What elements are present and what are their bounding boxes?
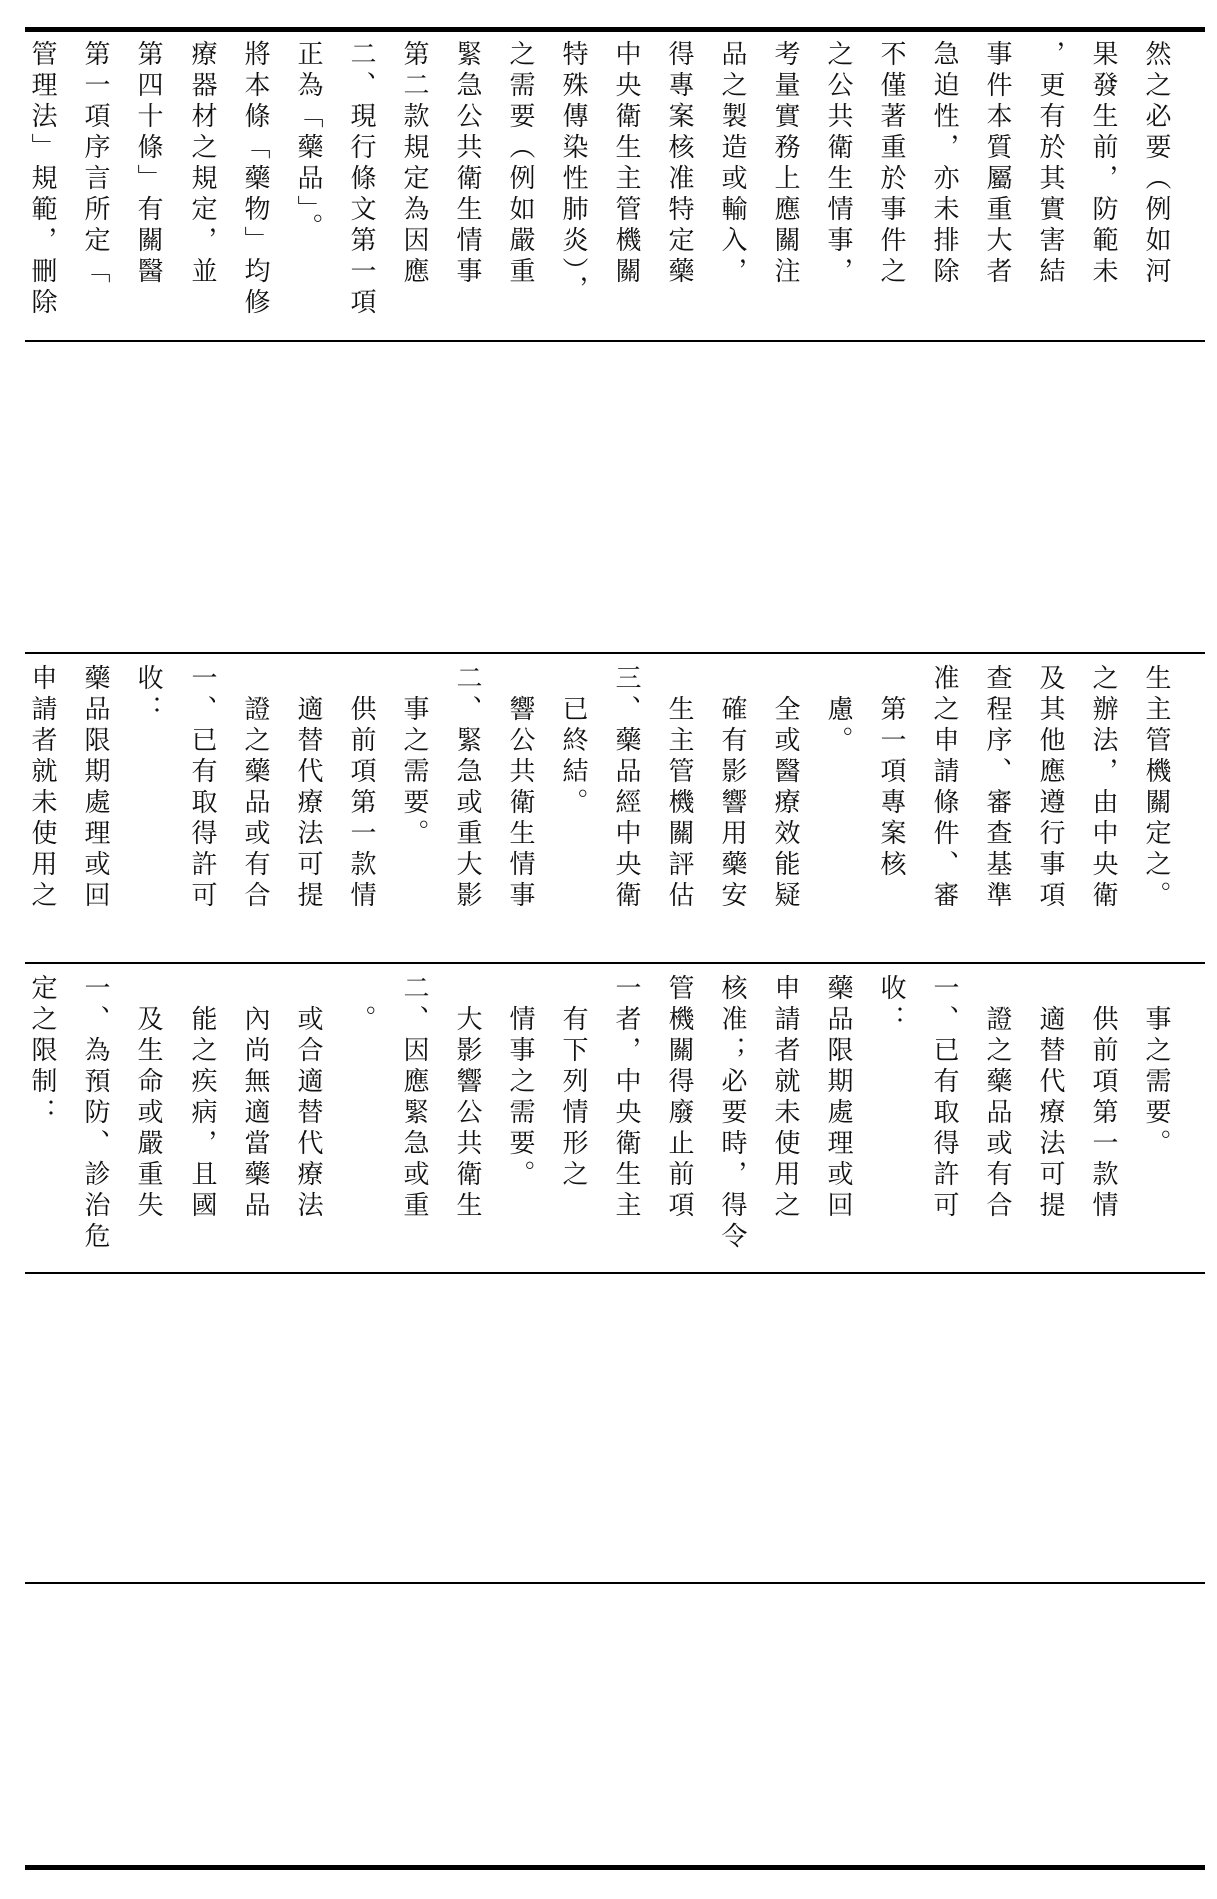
text-column: 藥品限期處理或回	[823, 974, 853, 1222]
text-band-middle	[0, 664, 1217, 964]
text-column: 供前項第一款情	[346, 664, 376, 912]
text-column: 第四十條」有關醫	[133, 40, 163, 288]
text-column: 收：	[876, 974, 906, 1036]
text-column: 一、為預防、診治危	[80, 974, 110, 1253]
text-column: ，更有於其實害結	[1035, 40, 1065, 288]
text-column: 急迫性，亦未排除	[929, 40, 959, 288]
text-column: 二、緊急或重大影	[452, 664, 482, 912]
divider-rule-2	[25, 652, 1205, 654]
text-column: 之公共衛生情事，	[823, 40, 853, 288]
text-column: 管機關得廢止前項	[664, 974, 694, 1222]
text-column: 慮。	[823, 664, 853, 757]
text-column: 藥品限期處理或回	[80, 664, 110, 912]
text-column: 證之藥品或有合	[982, 974, 1012, 1222]
text-column: 核准；必要時，得令	[717, 974, 747, 1253]
text-column: 將本條「藥物」均修	[240, 40, 270, 319]
text-column: 中央衛生主管機關	[611, 40, 641, 288]
text-column: 特殊傳染性肺炎），	[558, 40, 588, 306]
text-column: 二、因應緊急或重	[399, 974, 429, 1222]
empty-cell-2	[0, 1274, 1217, 1582]
text-column: 能之疾病，且國	[187, 974, 217, 1222]
text-column: 得專案核准特定藥	[664, 40, 694, 288]
text-column: 事件本質屬重大者	[982, 40, 1012, 288]
text-column: 申請者就未使用之	[27, 664, 57, 912]
text-column: 適替代療法可提	[1035, 974, 1065, 1222]
top-rule	[25, 27, 1205, 32]
text-column: 供前項第一款情	[1088, 974, 1118, 1222]
text-column: 管理法」規範，刪除	[27, 40, 57, 319]
text-column: 一、已有取得許可	[929, 974, 959, 1222]
text-column: 收：	[133, 664, 163, 726]
text-column: 證之藥品或有合	[240, 664, 270, 912]
empty-cell-1	[0, 342, 1217, 652]
text-column: 及生命或嚴重失	[133, 974, 163, 1222]
text-column: 全或醫療效能疑	[770, 664, 800, 912]
text-column: 一、已有取得許可	[187, 664, 217, 912]
text-column: 療器材之規定，並	[187, 40, 217, 288]
text-column: 正為「藥品」。	[293, 40, 323, 244]
text-column: 一者，中央衛生主	[611, 974, 641, 1222]
text-column: 確有影響用藥安	[717, 664, 747, 912]
text-column: 准之申請條件、審	[929, 664, 959, 912]
text-column: 考量實務上應關注	[770, 40, 800, 288]
text-column: 。	[346, 974, 376, 1036]
text-band-top	[0, 40, 1217, 340]
text-column: 事之需要。	[1141, 974, 1171, 1160]
text-column: 第二款規定為因應	[399, 40, 429, 288]
text-column: 三、藥品經中央衛	[611, 664, 641, 912]
text-band-lower	[0, 974, 1217, 1274]
text-column: 不僅著重於事件之	[876, 40, 906, 288]
text-column: 第一項序言所定「	[80, 40, 110, 288]
text-column: 定之限制：	[27, 974, 57, 1129]
text-column: 第一項專案核	[876, 664, 906, 881]
text-column: 情事之需要。	[505, 974, 535, 1191]
text-column: 及其他應遵行事項	[1035, 664, 1065, 912]
text-column: 響公共衛生情事	[505, 664, 535, 912]
text-column: 緊急公共衛生情事	[452, 40, 482, 288]
bottom-rule	[25, 1865, 1205, 1870]
text-column: 或合適替代療法	[293, 974, 323, 1222]
text-column: 二、現行條文第一項	[346, 40, 376, 319]
text-column: 果發生前，防範未	[1088, 40, 1118, 288]
text-column: 生主管機關評估	[664, 664, 694, 912]
text-column: 品之製造或輸入，	[717, 40, 747, 288]
text-column: 申請者就未使用之	[770, 974, 800, 1222]
empty-cell-3	[0, 1584, 1217, 1864]
text-column: 生主管機關定之。	[1141, 664, 1171, 912]
text-column: 然之必要（例如河	[1141, 40, 1171, 288]
text-column: 之需要（例如嚴重	[505, 40, 535, 288]
text-column: 適替代療法可提	[293, 664, 323, 912]
text-column: 大影響公共衛生	[452, 974, 482, 1222]
text-column: 內尚無適當藥品	[240, 974, 270, 1222]
text-column: 事之需要。	[399, 664, 429, 850]
text-column: 之辦法，由中央衛	[1088, 664, 1118, 912]
text-column: 有下列情形之	[558, 974, 588, 1191]
text-column: 已終結。	[558, 664, 588, 819]
text-column: 查程序、審查基準	[982, 664, 1012, 912]
